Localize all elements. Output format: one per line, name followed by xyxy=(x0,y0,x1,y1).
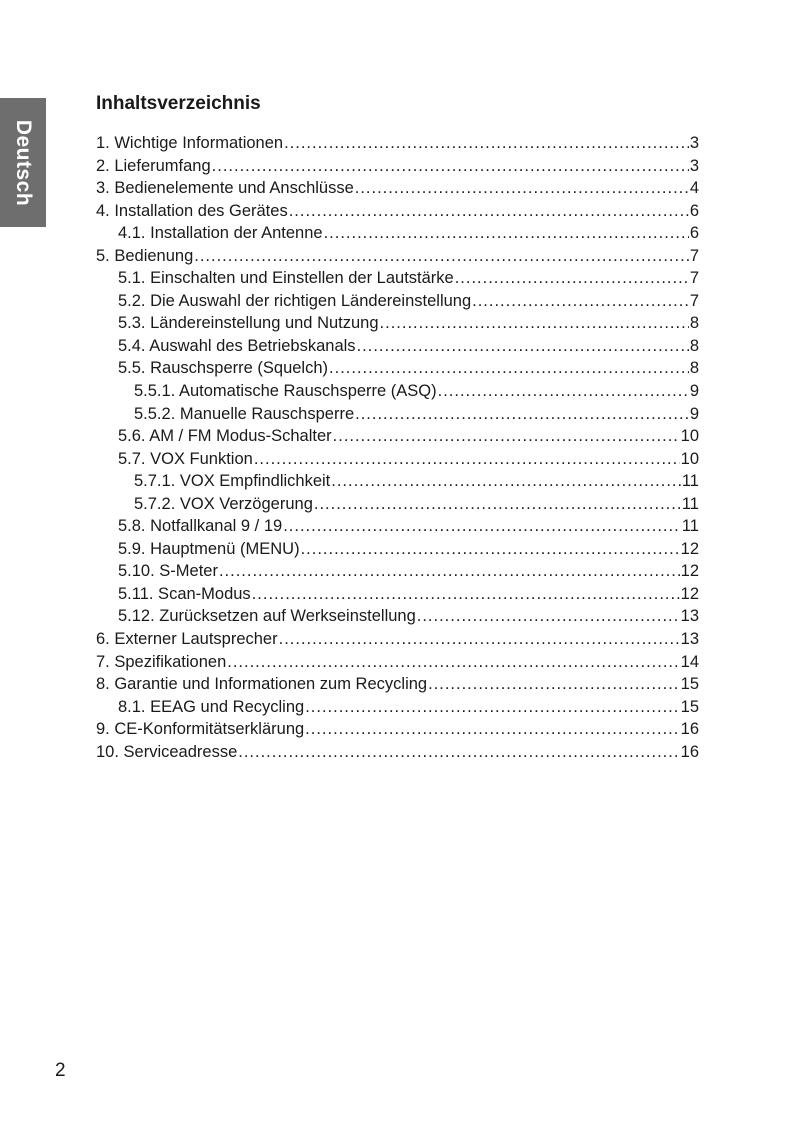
toc-entry-label: 5.4. Auswahl des Betriebskanals xyxy=(118,336,356,355)
toc-entry[interactable] xyxy=(96,245,699,268)
toc-entry-label: 5.3. Ländereinstellung und Nutzung xyxy=(118,314,379,333)
toc-entry-page: 12 xyxy=(680,584,699,603)
dot-leader xyxy=(455,267,689,290)
toc-entry-page: 15 xyxy=(680,675,699,694)
toc-entry[interactable] xyxy=(96,425,699,448)
toc-entry[interactable] xyxy=(96,357,699,380)
toc-entry-page: 13 xyxy=(680,630,699,649)
toc-entry-label: 5.8. Notfallkanal 9 / 19 xyxy=(118,517,283,536)
toc-entry-page: 7 xyxy=(689,291,699,310)
toc-entry-page: 11 xyxy=(681,472,699,491)
dot-leader xyxy=(252,583,680,606)
toc-entry[interactable] xyxy=(96,673,699,696)
toc-entry-label: 4.1. Installation der Antenne xyxy=(118,224,323,243)
dot-leader xyxy=(279,628,680,651)
toc-entry-label: 3. Bedienelemente und Anschlüsse xyxy=(96,179,354,198)
table-of-contents xyxy=(96,132,699,763)
toc-entry-page: 16 xyxy=(680,742,699,761)
dot-leader xyxy=(305,718,679,741)
toc-entry[interactable] xyxy=(96,267,699,290)
toc-entry-page: 12 xyxy=(680,539,699,558)
dot-leader xyxy=(254,448,680,471)
toc-entry-page: 6 xyxy=(689,201,699,220)
toc-entry[interactable] xyxy=(96,605,699,628)
dot-leader xyxy=(357,335,689,358)
toc-entry-label: 4. Installation des Gerätes xyxy=(96,201,288,220)
toc-entry-label: 5.1. Einschalten und Einstellen der Lautstärke xyxy=(118,269,454,288)
toc-entry-label: 5.5.1. Automatische Rauschsperre (ASQ) xyxy=(134,382,437,401)
toc-entry-label: 5.6. AM / FM Modus-Schalter xyxy=(118,427,332,446)
dot-leader xyxy=(331,470,681,493)
dot-leader xyxy=(438,380,689,403)
toc-entry-label: 5.2. Die Auswahl der richtigen Ländereinstellung xyxy=(118,291,472,310)
toc-title: Inhaltsverzeichnis xyxy=(96,93,261,114)
toc-entry[interactable] xyxy=(96,628,699,651)
toc-entry-label: 5. Bedienung xyxy=(96,246,194,265)
toc-entry[interactable] xyxy=(96,583,699,606)
toc-entry-label: 10. Serviceadresse xyxy=(96,742,238,761)
toc-entry-label: 2. Lieferumfang xyxy=(96,156,211,175)
toc-entry[interactable] xyxy=(96,380,699,403)
toc-entry-page: 8 xyxy=(689,314,699,333)
toc-entry-label: 5.11. Scan-Modus xyxy=(118,584,251,603)
dot-leader xyxy=(301,538,680,561)
toc-entry-page: 13 xyxy=(680,607,699,626)
toc-entry-page: 10 xyxy=(680,427,699,446)
toc-entry-label: 5.10. S-Meter xyxy=(118,562,218,581)
toc-entry-label: 9. CE-Konformitätserklärung xyxy=(96,720,305,739)
dot-leader xyxy=(324,222,689,245)
toc-entry[interactable] xyxy=(96,290,699,313)
toc-entry-page: 16 xyxy=(680,720,699,739)
dot-leader xyxy=(305,696,679,719)
toc-entry-label: 1. Wichtige Informationen xyxy=(96,134,284,152)
dot-leader xyxy=(283,515,681,538)
toc-entry[interactable] xyxy=(96,155,699,178)
toc-entry-page: 3 xyxy=(689,156,699,175)
dot-leader xyxy=(284,132,689,155)
toc-entry-label: 5.9. Hauptmenü (MENU) xyxy=(118,539,300,558)
dot-leader xyxy=(355,403,689,426)
toc-entry-page: 10 xyxy=(680,449,699,468)
toc-entry[interactable] xyxy=(96,470,699,493)
toc-entry-page: 6 xyxy=(689,224,699,243)
toc-entry[interactable] xyxy=(96,335,699,358)
toc-entry[interactable] xyxy=(96,741,699,764)
dot-leader xyxy=(219,560,680,583)
dot-leader xyxy=(333,425,680,448)
dot-leader xyxy=(212,155,689,178)
language-side-tab xyxy=(0,98,46,227)
dot-leader xyxy=(380,312,689,335)
toc-entry-page: 3 xyxy=(689,134,699,152)
toc-entry-page: 15 xyxy=(680,697,699,716)
dot-leader xyxy=(289,200,689,223)
toc-entry-page: 14 xyxy=(680,652,699,671)
toc-entry[interactable] xyxy=(96,651,699,674)
toc-entry[interactable] xyxy=(96,200,699,223)
dot-leader xyxy=(329,357,689,380)
toc-entry-page: 12 xyxy=(680,562,699,581)
language-label: Deutsch xyxy=(12,119,36,206)
toc-entry-page: 8 xyxy=(689,359,699,378)
toc-entry-page: 11 xyxy=(681,517,699,536)
toc-entry[interactable] xyxy=(96,403,699,426)
toc-entry[interactable] xyxy=(96,132,699,155)
dot-leader xyxy=(428,673,680,696)
toc-entry-label: 5.12. Zurücksetzen auf Werkseinstellung xyxy=(118,607,416,626)
toc-entry-label: 8. Garantie und Informationen zum Recycling xyxy=(96,675,428,694)
dot-leader xyxy=(238,741,679,764)
toc-entry-label: 8.1. EEAG und Recycling xyxy=(118,697,305,716)
toc-entry-page: 9 xyxy=(689,404,699,423)
toc-entry-label: 5.7.2. VOX Verzögerung xyxy=(134,494,313,513)
toc-entry[interactable] xyxy=(96,538,699,561)
dot-leader xyxy=(194,245,689,268)
dot-leader xyxy=(227,651,679,674)
toc-entry-page: 7 xyxy=(689,246,699,265)
toc-entry-page: 4 xyxy=(689,179,699,198)
dot-leader xyxy=(417,605,680,628)
toc-entry-label: 5.5. Rauschsperre (Squelch) xyxy=(118,359,329,378)
toc-entry-page: 7 xyxy=(689,269,699,288)
toc-entry[interactable] xyxy=(96,312,699,335)
toc-entry-label: 5.5.2. Manuelle Rauschsperre xyxy=(134,404,355,423)
toc-entry-label: 6. Externer Lautsprecher xyxy=(96,630,278,649)
toc-entry[interactable] xyxy=(96,222,699,245)
toc-entry-page: 8 xyxy=(689,336,699,355)
toc-entry-page: 9 xyxy=(689,382,699,401)
toc-entry-page: 11 xyxy=(681,494,699,513)
page-number: 2 xyxy=(55,1060,66,1081)
toc-entry[interactable] xyxy=(96,177,699,200)
toc-entry-label: 7. Spezifikationen xyxy=(96,652,227,671)
dot-leader xyxy=(314,493,681,516)
toc-entry-label: 5.7. VOX Funktion xyxy=(118,449,253,468)
toc-entry[interactable] xyxy=(96,560,699,583)
toc-entry[interactable] xyxy=(96,696,699,719)
toc-entry[interactable] xyxy=(96,515,699,538)
toc-entry-label: 5.7.1. VOX Empfindlichkeit xyxy=(134,472,331,491)
dot-leader xyxy=(355,177,689,200)
toc-entry[interactable] xyxy=(96,448,699,471)
toc-entry[interactable] xyxy=(96,493,699,516)
toc-entry[interactable] xyxy=(96,718,699,741)
dot-leader xyxy=(472,290,689,313)
